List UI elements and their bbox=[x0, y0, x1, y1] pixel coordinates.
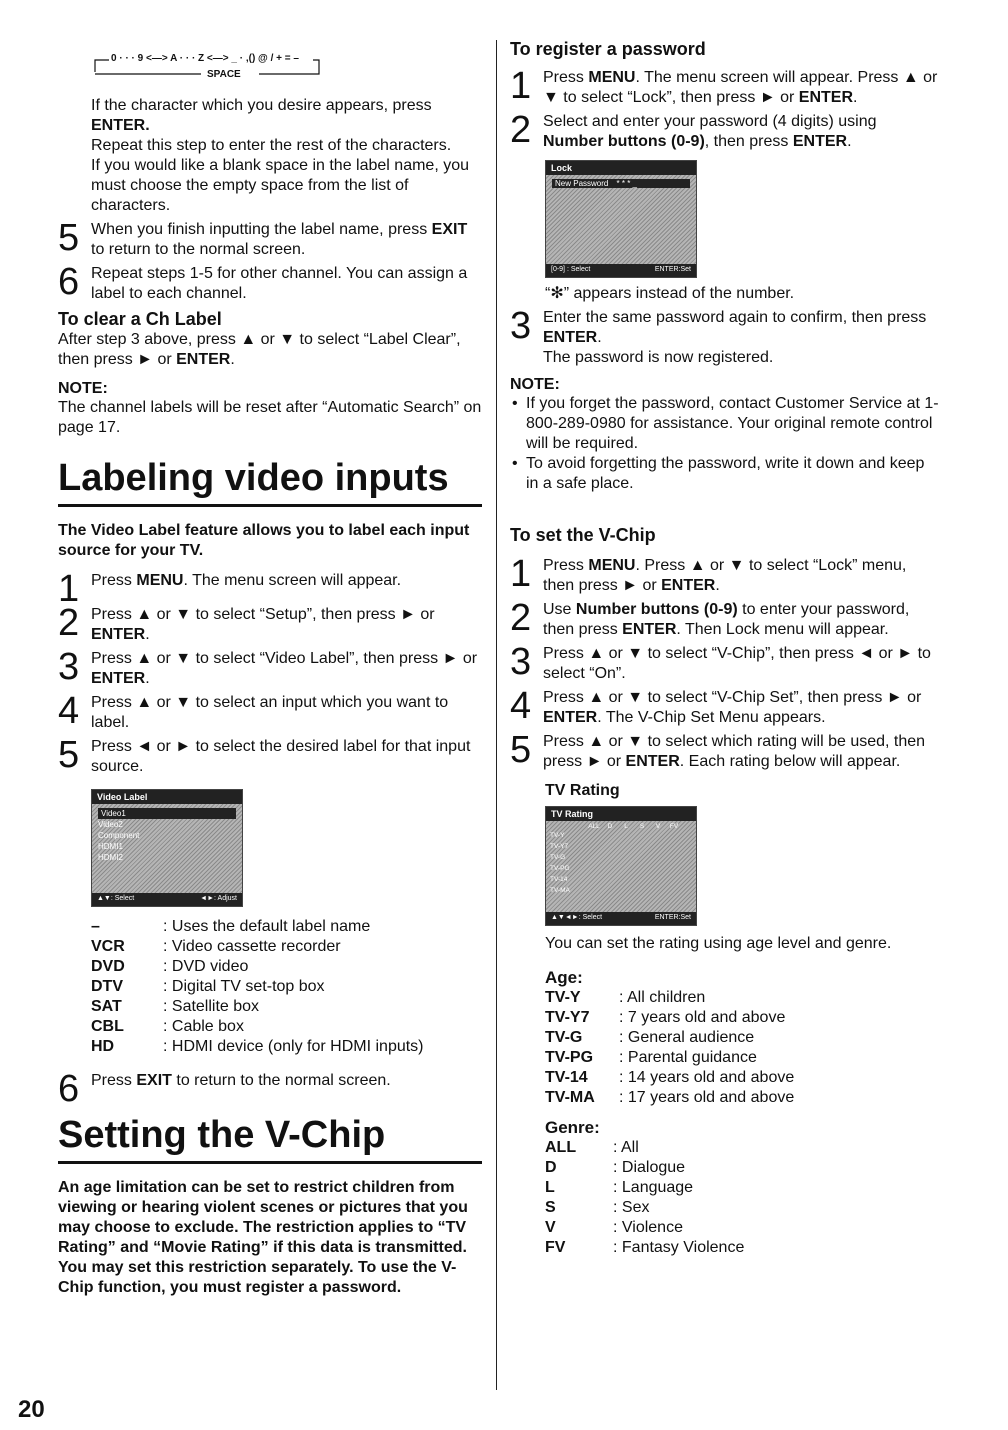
step-text: Press ▲ or ▼ to select “Video Label”, then press ► or bbox=[91, 650, 478, 667]
screen-row: HDMI2 bbox=[98, 853, 123, 862]
screen-footer bbox=[546, 264, 696, 277]
lock-icon[interactable] bbox=[586, 874, 602, 885]
intro-enter: ENTER. bbox=[91, 117, 150, 134]
label-desc: : Cable box bbox=[163, 1018, 244, 1035]
screen-footer bbox=[92, 893, 242, 906]
grid-col-header: L bbox=[624, 823, 628, 830]
lock-icon[interactable] bbox=[650, 841, 666, 852]
step-number: 2 bbox=[510, 597, 532, 639]
step-number: 6 bbox=[58, 261, 80, 303]
lock-icon[interactable] bbox=[618, 863, 634, 874]
note-bullet: • If you forget the password, contact Customer Service at 1-800-289-0980 for assistance. Your original remote control will be required. bbox=[510, 394, 940, 454]
tv-rating-screen bbox=[545, 806, 697, 926]
intro-line-3: Repeat this step to enter the rest of the characters. bbox=[91, 137, 452, 154]
grid-row-label: TV-MA bbox=[550, 887, 570, 894]
note-label: NOTE: bbox=[510, 376, 560, 393]
lock-icon[interactable] bbox=[618, 885, 634, 896]
label-key: CBL bbox=[91, 1018, 124, 1035]
step-text: . The menu screen will appear. Press ▲ or ▼ to select “Lock”, then press ► or bbox=[543, 69, 938, 106]
lock-icon[interactable] bbox=[586, 830, 602, 841]
note-bullet: • To avoid forgetting the password, write it down and keep in a safe place. bbox=[510, 454, 940, 494]
video-step-3 bbox=[58, 646, 482, 689]
age-desc: : Parental guidance bbox=[619, 1049, 757, 1066]
step-text: . The V-Chip Set Menu appears. bbox=[597, 709, 826, 726]
video-step-6 bbox=[58, 1068, 482, 1110]
grid-row bbox=[550, 830, 682, 841]
grid-col-header: ALL bbox=[588, 823, 600, 830]
set-step-4 bbox=[510, 685, 940, 728]
intro-line-1: If the character which you desire appears, press bbox=[91, 97, 432, 114]
label-desc: : Video cassette recorder bbox=[163, 938, 341, 955]
genre-key: L bbox=[545, 1179, 555, 1196]
lock-icon[interactable] bbox=[666, 852, 682, 863]
step-number: 1 bbox=[510, 553, 532, 595]
reg-step-1 bbox=[510, 65, 940, 108]
step-number: 4 bbox=[58, 690, 80, 732]
step-text: When you finish inputting the label name, press bbox=[91, 221, 428, 238]
step-text: Press ◄ or ► to select the desired label for that input source. bbox=[91, 738, 471, 775]
char-sequence-diagram bbox=[58, 38, 482, 82]
lock-icon[interactable] bbox=[586, 863, 602, 874]
screen-title: Lock bbox=[546, 161, 696, 175]
label-key: DVD bbox=[91, 958, 125, 975]
char-sequence-space: SPACE bbox=[207, 69, 241, 80]
video-steps bbox=[58, 568, 482, 777]
step-number: 5 bbox=[58, 734, 80, 776]
grid-col-header: V bbox=[655, 823, 661, 830]
step-number: 1 bbox=[510, 65, 532, 107]
step-bold: ENTER bbox=[543, 709, 598, 726]
step-bold: ENTER bbox=[798, 89, 854, 106]
step-text: to return to the normal screen. bbox=[176, 1072, 391, 1089]
lock-icon[interactable] bbox=[666, 885, 682, 896]
screen-title: Video Label bbox=[92, 790, 242, 804]
tv-rating-title: TV Rating bbox=[545, 782, 620, 799]
step-text: Enter the same password again to confirm, then press bbox=[543, 309, 927, 326]
screen-footer bbox=[546, 912, 696, 925]
age-key: TV-Y7 bbox=[545, 1009, 590, 1026]
heading-setting-vchip: Setting the V-Chip bbox=[58, 1113, 482, 1164]
lock-icon[interactable] bbox=[586, 852, 602, 863]
screen-row: Component bbox=[98, 831, 140, 840]
screen-row: HDMI1 bbox=[98, 842, 123, 851]
step-bold: EXIT bbox=[431, 221, 468, 238]
step-text: Press bbox=[91, 572, 132, 589]
step-text: . bbox=[597, 329, 602, 346]
new-password-row bbox=[552, 179, 690, 188]
reg-step-3 bbox=[510, 305, 940, 368]
step-number: 6 bbox=[58, 1068, 80, 1110]
grid-col-header: FV bbox=[669, 823, 679, 830]
video-step-5 bbox=[58, 734, 482, 777]
grid-header bbox=[550, 823, 682, 830]
vchip-lead: An age limitation can be set to restrict children from viewing or hearing violent scenes or pictures that you may choose to exclude. The restriction applies to “TV Rating” and “Movie Rating” if this data is transmitted. You may set this restriction separately. To use the V-Chip function, you must register a password. bbox=[58, 1179, 468, 1296]
label-desc: : Uses the default label name bbox=[163, 918, 371, 935]
step-text: . bbox=[145, 670, 150, 687]
lock-icon[interactable] bbox=[602, 885, 618, 896]
label-key: DTV bbox=[91, 978, 123, 995]
step-text: Press ▲ or ▼ to select which rating will be used, then press ► or bbox=[543, 733, 926, 770]
video-step-1 bbox=[58, 568, 482, 610]
step-number: 5 bbox=[58, 217, 80, 259]
step-text: Press ▲ or ▼ to select “V-Chip Set”, then press ► or bbox=[543, 689, 922, 706]
left-column bbox=[58, 38, 482, 1298]
age-desc: : General audience bbox=[619, 1029, 755, 1046]
step-number: 4 bbox=[510, 685, 532, 727]
step-bold: ENTER bbox=[91, 670, 146, 687]
star-note: “✻” appears instead of the number. bbox=[545, 285, 795, 302]
age-desc: : 17 years old and above bbox=[619, 1089, 795, 1106]
step-text: Press ▲ or ▼ to select “V-Chip”, then press ◄ or ► to select “On”. bbox=[543, 645, 931, 682]
intro-line-4: If you would like a blank space in the label name, you must choose the empty space from the list of characters. bbox=[91, 157, 470, 214]
step-text: . bbox=[847, 133, 852, 150]
step-bold: ENTER bbox=[543, 329, 598, 346]
step-5 bbox=[58, 217, 482, 260]
footer-adjust: ◄►: Adjust bbox=[200, 895, 237, 902]
step-text: to return to the normal screen. bbox=[91, 241, 306, 258]
note-label: NOTE: bbox=[58, 380, 108, 397]
lock-icon[interactable] bbox=[602, 830, 618, 841]
genre-desc: : Violence bbox=[613, 1219, 683, 1236]
step-bold: ENTER bbox=[91, 626, 146, 643]
genre-key: D bbox=[545, 1159, 557, 1176]
tv-rating-grid bbox=[550, 823, 682, 896]
label-desc: : DVD video bbox=[163, 958, 249, 975]
genre-key: ALL bbox=[545, 1139, 577, 1156]
lock-icon[interactable] bbox=[602, 874, 618, 885]
lock-icon[interactable] bbox=[634, 863, 650, 874]
video-lead: The Video Label feature allows you to label each input source for your TV. bbox=[58, 522, 470, 559]
video-label-screen bbox=[91, 789, 243, 907]
lock-icon[interactable] bbox=[634, 885, 650, 896]
genre-desc: : Fantasy Violence bbox=[613, 1239, 745, 1256]
video-step-4 bbox=[58, 690, 482, 733]
video-label-definitions bbox=[91, 917, 482, 1057]
step-bold: ENTER bbox=[792, 133, 848, 150]
label-desc: : Satellite box bbox=[163, 998, 260, 1015]
genre-desc: : Sex bbox=[613, 1199, 650, 1216]
lock-icon[interactable] bbox=[650, 874, 666, 885]
step-6 bbox=[58, 261, 482, 304]
step-bold: EXIT bbox=[136, 1072, 172, 1089]
step-text: Press ▲ or ▼ to select an input which you want to label. bbox=[91, 694, 449, 731]
genre-title: Genre: bbox=[545, 1118, 600, 1137]
step-bold: ENTER bbox=[625, 753, 680, 770]
step-text: Press bbox=[543, 69, 584, 86]
grid-row bbox=[550, 874, 682, 885]
genre-key: V bbox=[545, 1219, 556, 1236]
clear-label-title: To clear a Ch Label bbox=[58, 309, 222, 329]
step-number: 1 bbox=[58, 568, 80, 610]
age-desc: : All children bbox=[619, 989, 706, 1006]
set-vchip-title: To set the V-Chip bbox=[510, 525, 656, 545]
grid-col-header: D bbox=[607, 823, 613, 830]
lock-icon[interactable] bbox=[666, 841, 682, 852]
lock-icon[interactable] bbox=[634, 852, 650, 863]
grid-row bbox=[550, 852, 682, 863]
label-desc: : Digital TV set-top box bbox=[163, 978, 325, 995]
lock-icon[interactable] bbox=[586, 841, 602, 852]
footer-select: [0-9] : Select bbox=[551, 266, 591, 273]
lock-icon[interactable] bbox=[666, 874, 682, 885]
age-title: Age: bbox=[545, 968, 583, 987]
row-value: * * * _ bbox=[616, 179, 637, 188]
label-key: VCR bbox=[91, 938, 125, 955]
footer-select: ▲▼◄►: Select bbox=[551, 914, 603, 921]
footer-set: ENTER:Set bbox=[654, 914, 691, 921]
clear-bold: ENTER bbox=[176, 351, 231, 368]
set-step-5 bbox=[510, 729, 940, 772]
lock-icon[interactable] bbox=[634, 874, 650, 885]
lock-icon[interactable] bbox=[602, 852, 618, 863]
step-bold: ENTER bbox=[622, 621, 677, 638]
step-number: 2 bbox=[510, 109, 532, 151]
genre-key: S bbox=[545, 1199, 556, 1216]
genre-definitions bbox=[545, 1138, 940, 1258]
set-step-2 bbox=[510, 597, 940, 640]
age-desc: : 7 years old and above bbox=[619, 1009, 786, 1026]
step-text: . bbox=[145, 626, 150, 643]
step-text: . bbox=[715, 577, 720, 594]
genre-desc: : Language bbox=[613, 1179, 694, 1196]
screen-row: Video2 bbox=[98, 820, 123, 829]
step-text: Repeat steps 1-5 for other channel. You can assign a label to each channel. bbox=[91, 265, 468, 302]
lock-icon[interactable] bbox=[618, 830, 634, 841]
set-step-1 bbox=[510, 553, 940, 596]
lock-icon[interactable] bbox=[650, 830, 666, 841]
lock-icon[interactable] bbox=[602, 841, 618, 852]
grid-row-label: TV-Y bbox=[550, 832, 565, 839]
step-text: . Each rating below will appear. bbox=[679, 753, 901, 770]
age-key: TV-PG bbox=[545, 1049, 594, 1066]
lock-icon[interactable] bbox=[650, 852, 666, 863]
step-extra: The password is now registered. bbox=[543, 349, 774, 366]
grid-row-label: TV-Y7 bbox=[550, 843, 569, 850]
age-key: TV-MA bbox=[545, 1089, 595, 1106]
lock-icon[interactable] bbox=[618, 841, 634, 852]
video-step-2 bbox=[58, 602, 482, 645]
step-text: Press bbox=[543, 557, 584, 574]
clear-text: After step 3 above, press ▲ or ▼ to select “Label Clear”, then press ► or bbox=[58, 331, 461, 368]
grid-row bbox=[550, 841, 682, 852]
step-number: 3 bbox=[510, 641, 532, 683]
lock-icon[interactable] bbox=[618, 874, 634, 885]
lock-icon[interactable] bbox=[666, 830, 682, 841]
heading-labeling-video-inputs: Labeling video inputs bbox=[58, 456, 482, 507]
step-bold: MENU bbox=[588, 557, 636, 574]
lock-icon[interactable] bbox=[618, 852, 634, 863]
column-divider bbox=[496, 40, 497, 1390]
footer-set: ENTER:Set bbox=[654, 266, 691, 273]
step-text: Use bbox=[543, 601, 572, 618]
char-sequence-top: 0 · · · 9 <—> A · · · Z <—> _ · ,() @ / + = – bbox=[111, 53, 299, 64]
screen-row-selected: Video1 bbox=[98, 808, 236, 819]
grid-row-label: TV-G bbox=[550, 854, 566, 861]
row-label: New Password bbox=[555, 179, 609, 188]
grid-row bbox=[550, 863, 682, 874]
step-bold: MENU bbox=[588, 69, 636, 86]
step-text: Press bbox=[91, 1072, 132, 1089]
step-text: . bbox=[853, 89, 858, 106]
lock-icon[interactable] bbox=[586, 885, 602, 896]
clear-label-text: After step 3 above, press ▲ or ▼ to select “Label Clear”, then press ► or ENTER. bbox=[58, 331, 461, 368]
step-text: Select and enter your password (4 digits) using bbox=[543, 113, 877, 130]
step-text: . The menu screen will appear. bbox=[183, 572, 402, 589]
tv-rating-block bbox=[510, 782, 940, 1258]
grid-row-label: TV-PG bbox=[550, 865, 570, 872]
genre-desc: : Dialogue bbox=[613, 1159, 686, 1176]
age-definitions bbox=[545, 988, 940, 1108]
label-intro bbox=[58, 96, 482, 216]
step-number: 3 bbox=[510, 305, 532, 347]
step-number: 5 bbox=[510, 729, 532, 771]
age-key: TV-Y bbox=[545, 989, 581, 1006]
step-number: 2 bbox=[58, 602, 80, 644]
step-text: Press ▲ or ▼ to select “Setup”, then press ► or bbox=[91, 606, 435, 623]
step-bold: ENTER bbox=[661, 577, 716, 594]
tv-rating-caption: You can set the rating using age level and genre. bbox=[545, 935, 892, 952]
step-bold: MENU bbox=[136, 572, 184, 589]
lock-screen bbox=[545, 160, 697, 278]
lock-icon[interactable] bbox=[602, 863, 618, 874]
step-bold: Number buttons (0-9) bbox=[575, 601, 738, 618]
age-key: TV-14 bbox=[545, 1069, 588, 1086]
genre-desc: : All bbox=[613, 1139, 639, 1156]
lock-icon[interactable] bbox=[634, 841, 650, 852]
note-text: The channel labels will be reset after “Automatic Search” on page 17. bbox=[58, 399, 482, 436]
lock-icon[interactable] bbox=[666, 863, 682, 874]
label-key: – bbox=[91, 918, 100, 935]
grid-col-header: S bbox=[639, 823, 645, 830]
step-text: to enter your password, then press bbox=[543, 601, 910, 638]
footer-select: ▲▼: Select bbox=[97, 895, 135, 902]
age-key: TV-G bbox=[545, 1029, 583, 1046]
step-number: 3 bbox=[58, 646, 80, 688]
step-bold: Number buttons (0-9) bbox=[543, 133, 705, 150]
grid-row bbox=[550, 885, 682, 896]
step-text: . Then Lock menu will appear. bbox=[676, 621, 889, 638]
lock-icon[interactable] bbox=[634, 830, 650, 841]
age-desc: : 14 years old and above bbox=[619, 1069, 795, 1086]
set-step-3 bbox=[510, 641, 940, 684]
label-key: HD bbox=[91, 1038, 115, 1055]
reg-step-2 bbox=[510, 109, 940, 152]
register-password-title: To register a password bbox=[510, 39, 706, 59]
page-number: 20 bbox=[18, 1396, 45, 1423]
step-text: , then press bbox=[704, 133, 789, 150]
step-text: . Press ▲ or ▼ to select “Lock” menu, then press ► or bbox=[543, 557, 907, 594]
grid-row-label: TV-14 bbox=[550, 876, 568, 883]
right-column bbox=[510, 38, 940, 1258]
lock-icon[interactable] bbox=[650, 863, 666, 874]
screen-title: TV Rating bbox=[546, 807, 696, 821]
genre-key: FV bbox=[545, 1239, 566, 1256]
label-key: SAT bbox=[91, 998, 122, 1015]
label-desc: : HDMI device (only for HDMI inputs) bbox=[163, 1038, 424, 1055]
lock-icon[interactable] bbox=[650, 885, 666, 896]
